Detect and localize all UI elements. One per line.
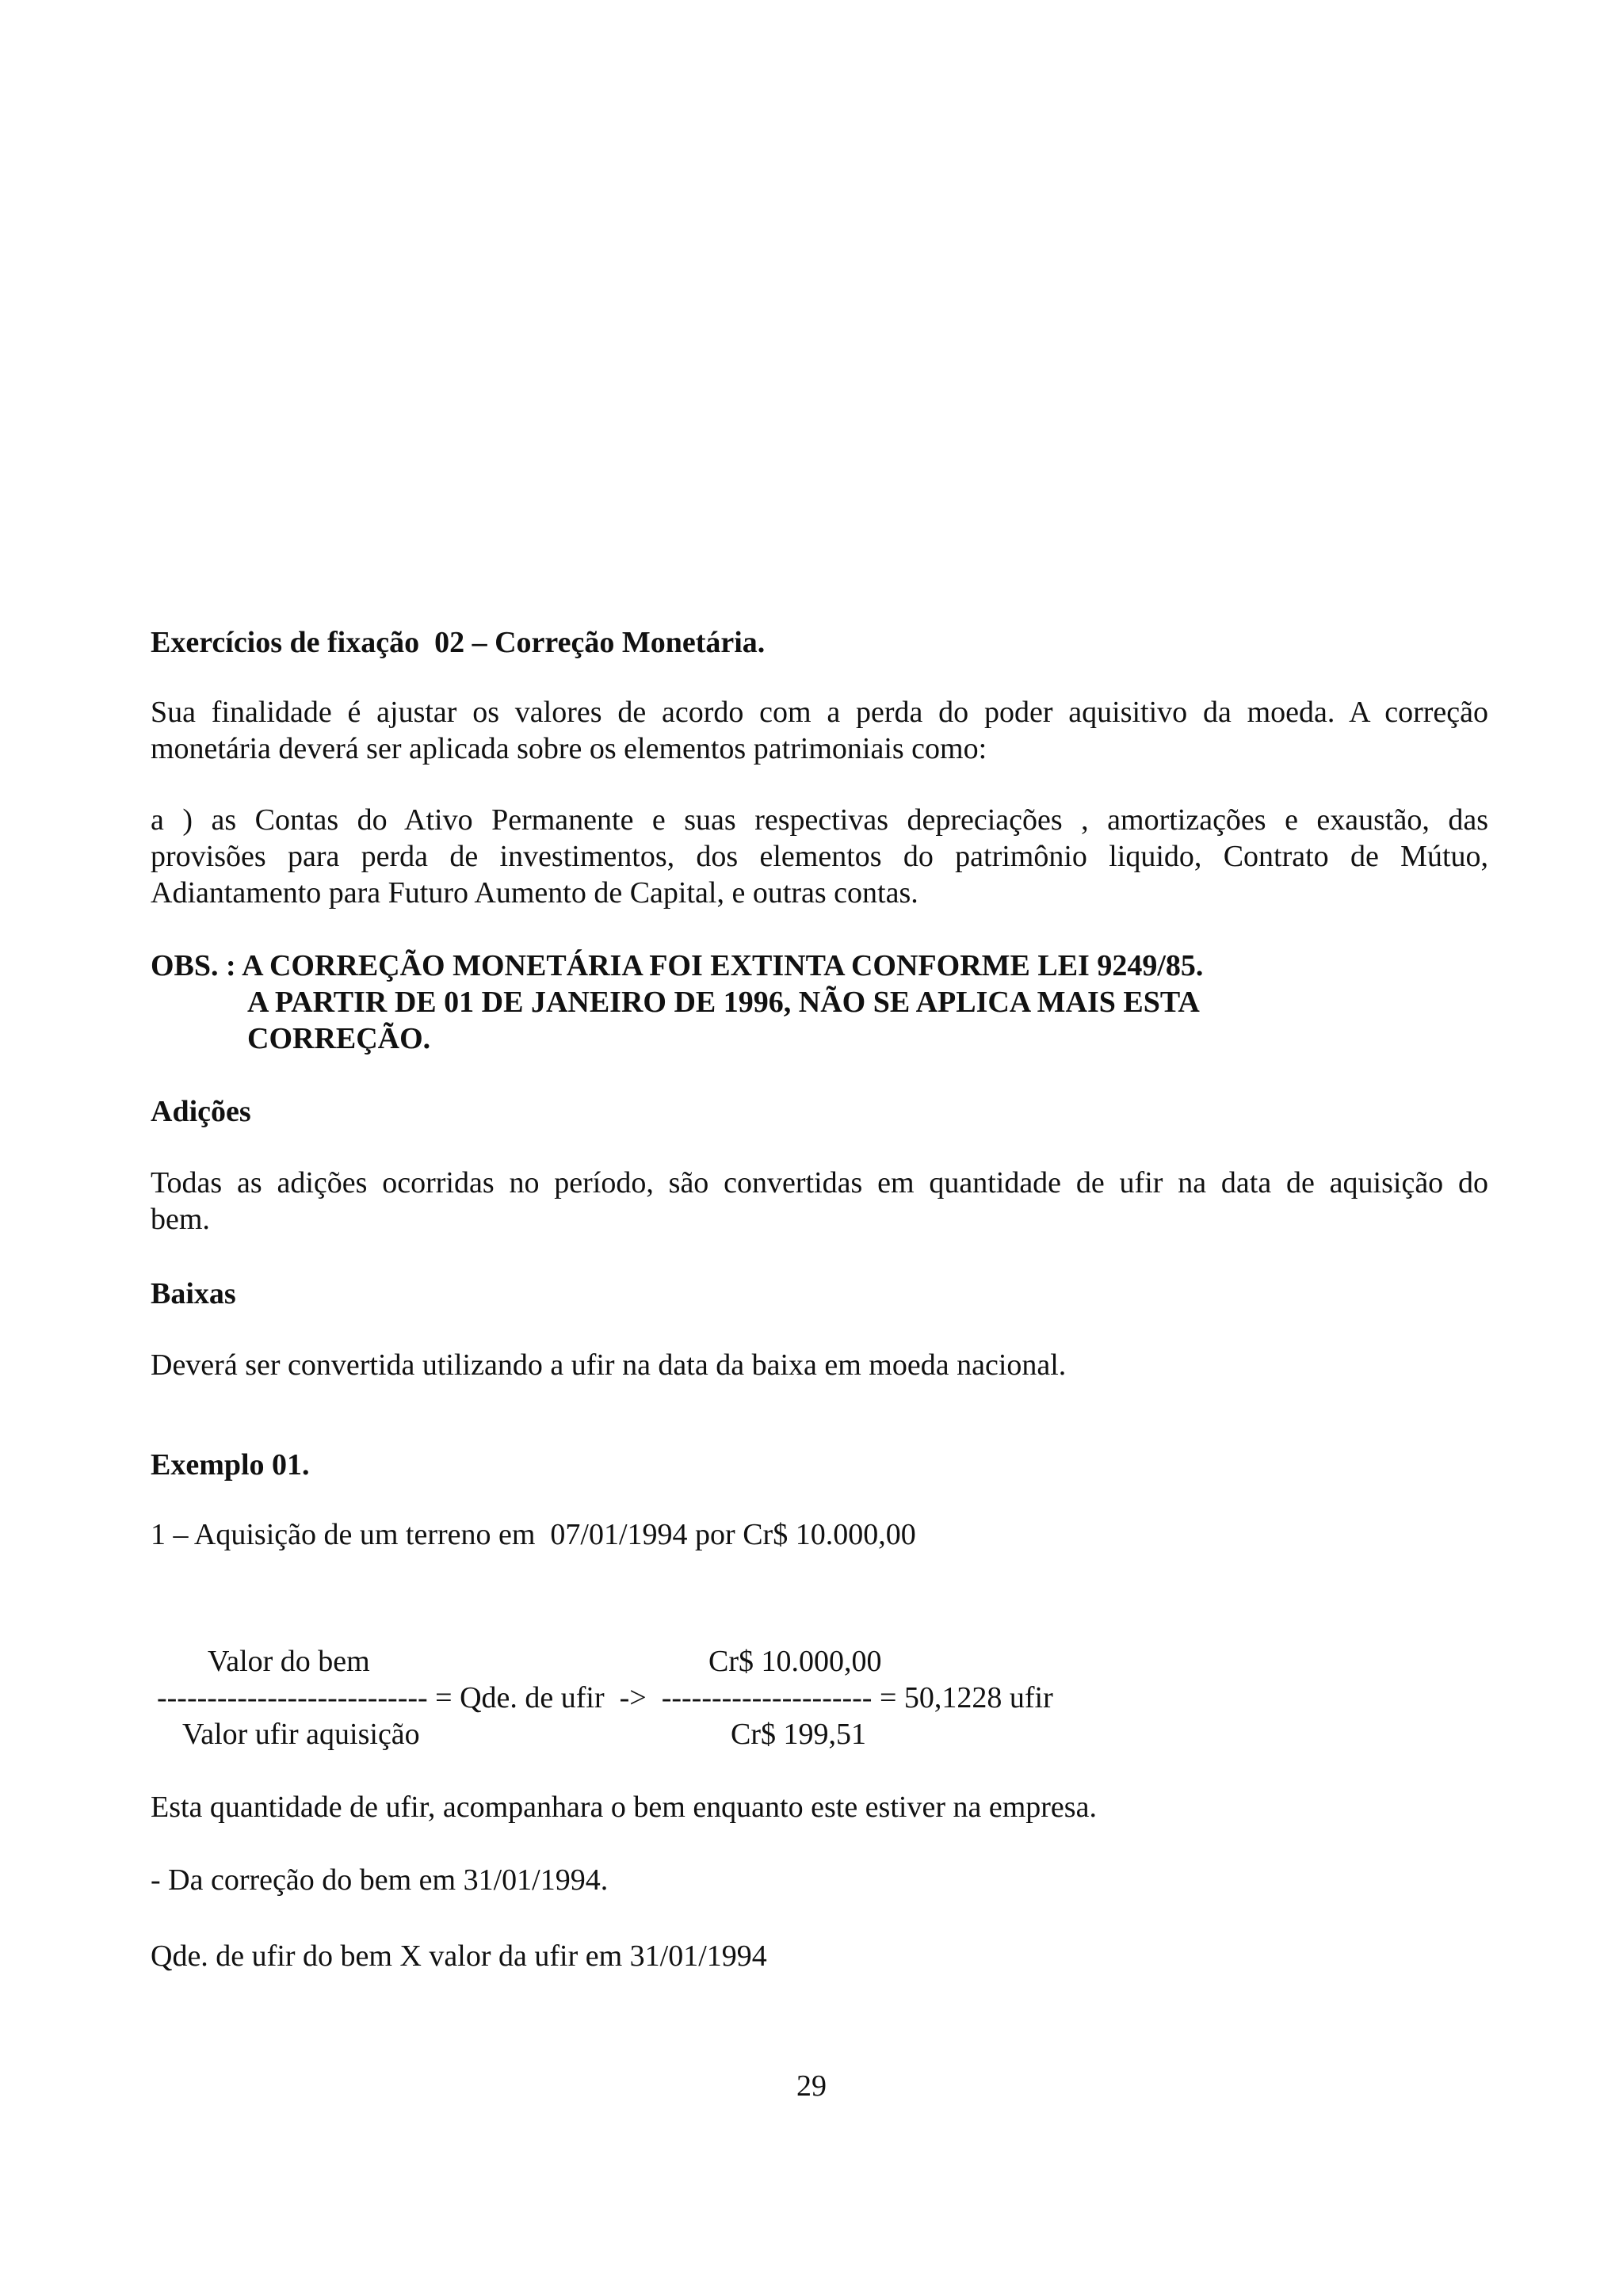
baixas-heading: Baixas	[151, 1277, 236, 1310]
obs-line-3: CORREÇÃO.	[247, 1022, 431, 1055]
item-a-line-3: Adiantamento para Futuro Aumento de Capital, e outras contas.	[151, 876, 918, 910]
intro-line-1: Sua finalidade é ajustar os valores de acordo com a perda do poder aquisitivo da moeda. A correção	[151, 696, 1488, 729]
obs-line-2: A PARTIR DE 01 DE JANEIRO DE 1996, NÃO SE APLICA MAIS ESTA	[247, 986, 1200, 1019]
formula-denominator-right: Cr$ 199,51	[731, 1718, 866, 1751]
exemplo-heading: Exemplo 01.	[151, 1448, 310, 1482]
obs-line-1: OBS. : A CORREÇÃO MONETÁRIA FOI EXTINTA CONFORME LEI 9249/85.	[151, 949, 1204, 982]
adicoes-heading: Adições	[151, 1095, 251, 1128]
page-number: 29	[796, 2069, 827, 2103]
after-line-3: Qde. de ufir do bem X valor da ufir em 31/01/1994	[151, 1939, 767, 1973]
formula-denominator-left: Valor ufir aquisição	[182, 1718, 420, 1751]
exemplo-item-1: 1 – Aquisição de um terreno em 07/01/1994 por Cr$ 10.000,00	[151, 1518, 916, 1551]
item-a-line-1: a ) as Contas do Ativo Permanente e suas respectivas depreciações , amortizações e exaustão, das	[151, 803, 1488, 837]
item-a-line-2: provisões para perda de investimentos, dos elementos do patrimônio liquido, Contrato de Mútuo,	[151, 840, 1488, 873]
after-line-2: - Da correção do bem em 31/01/1994.	[151, 1863, 609, 1897]
baixas-line-1: Deverá ser convertida utilizando a ufir na data da baixa em moeda nacional.	[151, 1348, 1067, 1382]
adicoes-line-1: Todas as adições ocorridas no período, são convertidas em quantidade de ufir na data de aquisição do	[151, 1166, 1488, 1199]
formula-middle: --------------------------- = Qde. de ufir -> --------------------- = 50,1228 ufir	[157, 1681, 1053, 1714]
after-line-1: Esta quantidade de ufir, acompanhara o bem enquanto este estiver na empresa.	[151, 1791, 1097, 1824]
formula-numerator-right: Cr$ 10.000,00	[708, 1645, 882, 1678]
formula-numerator-left: Valor do bem	[208, 1645, 370, 1678]
intro-line-2: monetária deverá ser aplicada sobre os elementos patrimoniais como:	[151, 732, 987, 765]
adicoes-line-2: bem.	[151, 1203, 210, 1236]
page-title: Exercícios de fixação 02 – Correção Monetária.	[151, 626, 766, 659]
